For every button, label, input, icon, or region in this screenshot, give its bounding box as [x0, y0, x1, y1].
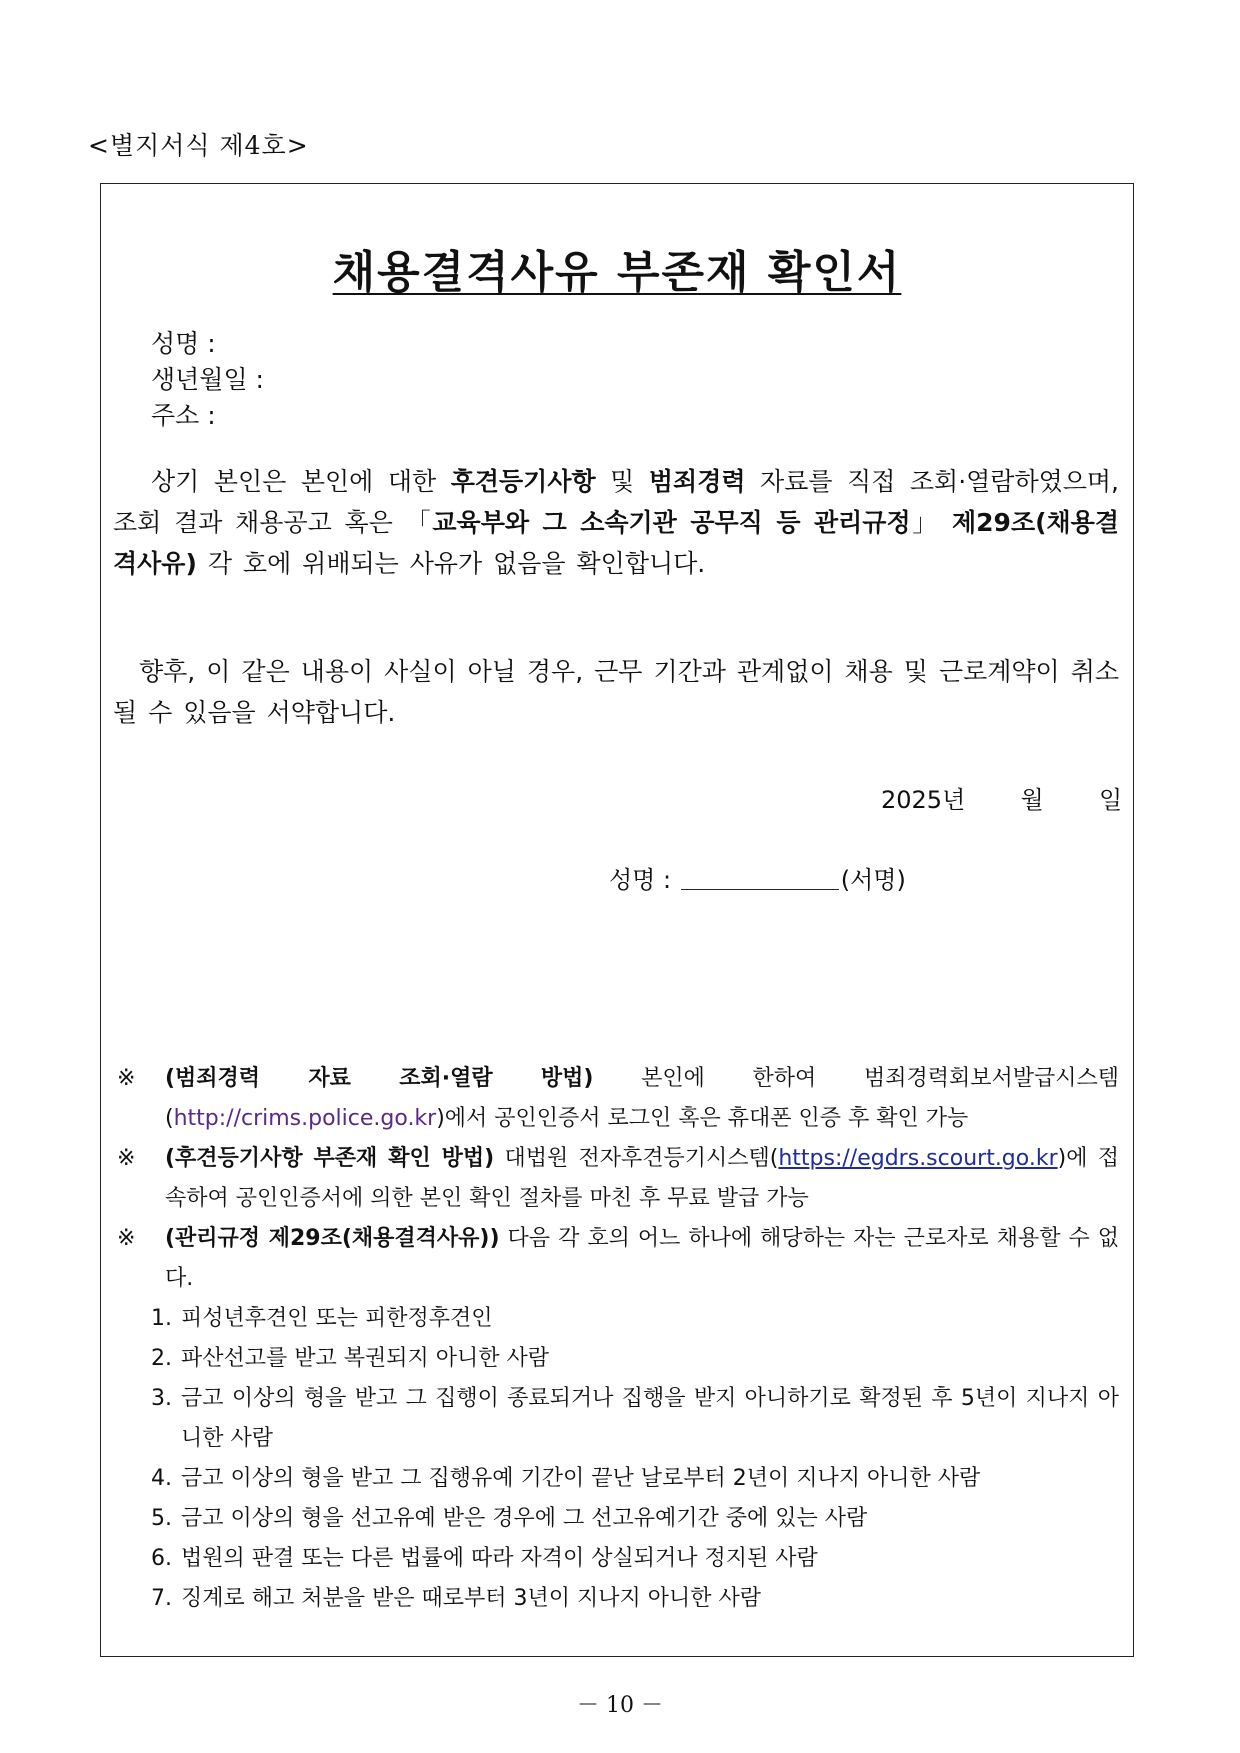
para1-text: 자료를 직접 조회·열람하였으며, 조회 결과 채용공고 혹은 「 — [113, 467, 1120, 537]
notes-section — [115, 1059, 1119, 1619]
list-item — [151, 1339, 1119, 1379]
list-item-number: 6. — [151, 1546, 172, 1571]
pledge-paragraph: 향후, 이 같은 내용이 사실이 아닐 경우, 근무 기간과 관계없이 채용 및 근로계약이 취소 될 수 있음을 서약합니다. — [113, 657, 1119, 727]
disqualification-list — [151, 1299, 1119, 1619]
reference-mark-icon: ※ — [117, 1226, 136, 1251]
note-heading: (범죄경력 자료 조회·열람 방법) — [165, 1066, 594, 1091]
note-text: )에 접속하여 공인인증서에 의한 본인 확인 절차를 마친 후 무료 발급 가능 — [165, 1146, 1119, 1211]
note-text: 다음 각 호의 어느 하나에 해당하는 자는 근로자로 채용할 수 없다. — [165, 1226, 1119, 1291]
address-field-label: 주소 : — [151, 401, 216, 430]
list-item-number: 7. — [151, 1586, 172, 1611]
egdrs-link[interactable]: https://egdrs.scourt.go.kr — [778, 1146, 1058, 1171]
para1-text: 상기 본인은 본인에 대한 — [151, 467, 451, 496]
list-item-number: 4. — [151, 1466, 172, 1491]
form-frame — [100, 183, 1134, 1657]
list-item — [151, 1579, 1119, 1619]
reference-mark-icon: ※ — [117, 1146, 136, 1171]
list-item-text: 금고 이상의 형을 선고유예 받은 경우에 그 선고유예기간 중에 있는 사람 — [181, 1506, 868, 1531]
list-item-text: 법원의 판결 또는 다른 법률에 따라 자격이 상실되거나 정지된 사람 — [181, 1546, 818, 1571]
list-item — [151, 1299, 1119, 1339]
list-item — [151, 1379, 1119, 1459]
form-number-label: <별지서식 제4호> — [88, 131, 309, 160]
list-item-number: 1. — [151, 1306, 172, 1331]
note-text: 본인에 한하여 범죄경력회보서발급시스템( — [165, 1066, 1119, 1131]
crims-link[interactable]: http://crims.police.go.kr — [173, 1106, 437, 1131]
note-text: 대법원 전자후견등기시스템( — [494, 1146, 779, 1171]
list-item — [151, 1499, 1119, 1539]
signature-line — [609, 860, 906, 895]
date-day: 일 — [1099, 786, 1123, 814]
para1-bold-criminal-record: 범죄경력 — [648, 467, 746, 496]
signature-label: 성명 : — [609, 866, 672, 894]
note-heading: (관리규정 제29조(채용결격사유)) — [165, 1226, 500, 1251]
date-line — [881, 780, 1122, 815]
page-number: － 10 － — [577, 1693, 663, 1718]
date-month: 월 — [1020, 786, 1044, 814]
reference-mark-icon: ※ — [117, 1066, 136, 1091]
list-item-text: 파산선고를 받고 복권되지 아니한 사람 — [181, 1346, 550, 1371]
para1-text: 각 호에 위배되는 사유가 없음을 확인합니다. — [196, 549, 706, 578]
note-article-29 — [115, 1219, 1119, 1299]
list-item-text: 금고 이상의 형을 받고 그 집행이 종료되거나 집행을 받지 아니하기로 확정된 후 5년이 지나지 아니한 사람 — [181, 1386, 1119, 1451]
document-title-text: 채용결격사유 부존재 확인서 — [332, 247, 902, 298]
note-criminal-record — [115, 1059, 1119, 1139]
para1-bold-article: 제29조(채용결격사유) — [113, 508, 1119, 578]
para1-text: 및 — [595, 467, 649, 496]
date-year: 2025년 — [881, 786, 966, 814]
list-item-text: 금고 이상의 형을 받고 그 집행유예 기간이 끝난 날로부터 2년이 지나지 아니한 사람 — [181, 1466, 981, 1491]
list-item-text: 피성년후견인 또는 피한정후견인 — [181, 1306, 493, 1331]
list-item-number: 2. — [151, 1346, 172, 1371]
para1-bold-regulation: 교육부와 그 소속기관 공무직 등 관리규정 — [432, 508, 911, 537]
confirmation-paragraph — [113, 461, 1119, 584]
document-title — [101, 236, 1133, 300]
note-text: )에서 공인인증서 로그인 혹은 휴대폰 인증 후 확인 가능 — [436, 1106, 969, 1131]
signature-blank[interactable] — [681, 889, 839, 890]
list-item-number: 3. — [151, 1386, 172, 1411]
list-item — [151, 1539, 1119, 1579]
para1-bold-guardianship: 후견등기사항 — [450, 467, 596, 496]
note-heading: (후견등기사항 부존재 확인 방법) — [165, 1146, 495, 1171]
list-item-number: 5. — [151, 1506, 172, 1531]
note-guardianship — [115, 1139, 1119, 1219]
signature-suffix: (서명) — [840, 866, 906, 894]
list-item — [151, 1459, 1119, 1499]
birth-field-label: 생년월일 : — [151, 365, 264, 394]
name-field-label: 성명 : — [151, 329, 216, 358]
para1-text: 」 — [910, 508, 953, 537]
list-item-text: 징계로 해고 처분을 받은 때로부터 3년이 지나지 아니한 사람 — [181, 1586, 761, 1611]
